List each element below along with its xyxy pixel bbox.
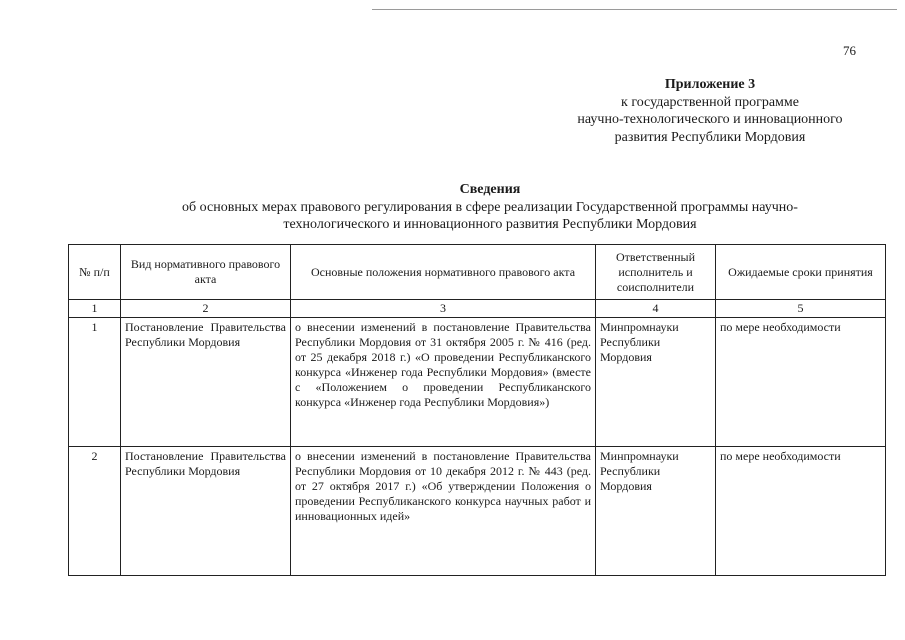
- appendix-title: Приложение 3: [664, 77, 756, 92]
- table-row: [69, 318, 886, 447]
- column-number: 4: [596, 300, 716, 318]
- header-act-type: Вид нормативного правового акта: [121, 245, 291, 300]
- header-executor: Ответственный исполнитель и соисполнители: [596, 245, 716, 300]
- document-subtitle-line: об основных мерах правового регулирования в сфере реализации Государственной программы научно-: [182, 199, 798, 215]
- provisions-cell: о внесении изменений в постановление Правительства Республики Мордовия от 10 декабря 2012 г. № 443 (ред. от 27 октября 2017 г.) «Об утверждении Положения о проведении Республиканского конкурса научных работ и инновационных идей»: [291, 447, 596, 576]
- header-number: № п/п: [69, 245, 121, 300]
- provisions-cell: о внесении изменений в постановление Правительства Республики Мордовия от 31 октября 2005 г. № 416 (ред. от 25 декабря 2018 г.) «О проведении Республиканского конкурса «Инженер года Республики Мордовия» (вместе с «Положением о проведении Республиканского конкурса «Инженер года Республики Мордовия»): [291, 318, 596, 447]
- column-number: 5: [716, 300, 886, 318]
- appendix-block: [540, 76, 880, 146]
- page-number: 76: [843, 43, 856, 58]
- document-subtitle-line: технологического и инновационного развития Республики Мордовия: [283, 217, 697, 232]
- act-type-cell: Постановление Правительства Республики Мордовия: [121, 318, 291, 447]
- row-number: 2: [69, 447, 121, 576]
- column-number: 3: [291, 300, 596, 318]
- header-deadline: Ожидаемые сроки принятия: [716, 245, 886, 300]
- appendix-line: развития Республики Мордовия: [614, 129, 806, 145]
- executor-cell: Минпромнауки Республики Мордовия: [596, 318, 716, 447]
- act-type-cell: Постановление Правительства Республики Мордовия: [121, 447, 291, 576]
- header-provisions: Основные положения нормативного правового акта: [291, 245, 596, 300]
- document-title: Сведения: [459, 182, 521, 197]
- column-number-row: [69, 300, 886, 318]
- row-number: 1: [69, 318, 121, 447]
- deadline-cell: по мере необходимости: [716, 318, 886, 447]
- appendix-line: научно-технологического и инновационного: [577, 112, 843, 127]
- deadline-cell: по мере необходимости: [716, 447, 886, 576]
- column-number: 1: [69, 300, 121, 318]
- table-row: [69, 447, 886, 576]
- appendix-line: к государственной программе: [621, 94, 799, 110]
- table-header-row: [69, 245, 886, 300]
- column-number: 2: [121, 300, 291, 318]
- document-title-block: [110, 181, 870, 234]
- scan-edge-line: [372, 9, 897, 10]
- executor-cell: Минпромнауки Республики Мордовия: [596, 447, 716, 576]
- legal-measures-table: [68, 244, 886, 576]
